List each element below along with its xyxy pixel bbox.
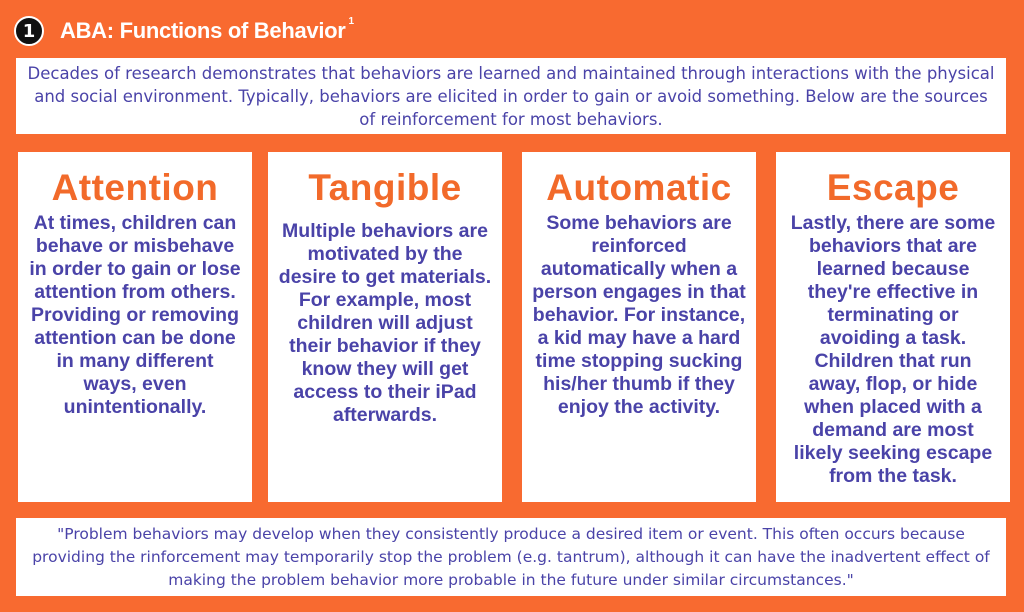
page-title-text: ABA: Functions of Behavior [60,18,346,43]
page-title [60,15,354,44]
card-title: Automatic [546,167,732,208]
card-title: Attention [51,167,219,208]
card-escape [776,152,1010,502]
card-tangible [268,152,502,502]
card-title: Escape [826,167,960,208]
card-attention [18,152,252,502]
title-superscript: 1 [348,15,354,27]
card-body: Some behaviors are reinforced automatically when a person engages in that behavior. For instance, a kid may have a hard time stopping sucking his/her thumb if they enjoy the activity. [532,212,746,418]
card-body: Lastly, there are some behaviors that are learned because they're effective in terminating or avoiding a task. Children that run away, flop, or hide when placed with a demand are most likely seeking escape from the task. [790,212,996,487]
card-body: Multiple behaviors are motivated by the desire to get materials. For example, most children will adjust their behavior if they know they will get access to their iPad afterwards. [278,220,492,426]
section-number-badge: 1 [14,16,44,46]
card-body: At times, children can behave or misbehave in order to gain or lose attention from others. Providing or removing attention can be done in many different ways, even unintentionally. [29,212,241,418]
card-title: Tangible [308,167,462,208]
quote-text: "Problem behaviors may develop when they consistently produce a desired item or event. This often occurs because providing the rinforcement may temporarily stop the problem (e.g. tantrum), although it can have the inadvertent effect of making the problem behavior more probable in the future under similar circumstances." [16,518,1006,596]
intro-text: Decades of research demonstrates that behaviors are learned and maintained through interactions with the physical and social environment. Typically, behaviors are elicited in order to gain or avoid something. Below are the sources of reinforcement for most behaviors. [16,58,1006,134]
header [14,14,354,48]
card-automatic [522,152,756,502]
